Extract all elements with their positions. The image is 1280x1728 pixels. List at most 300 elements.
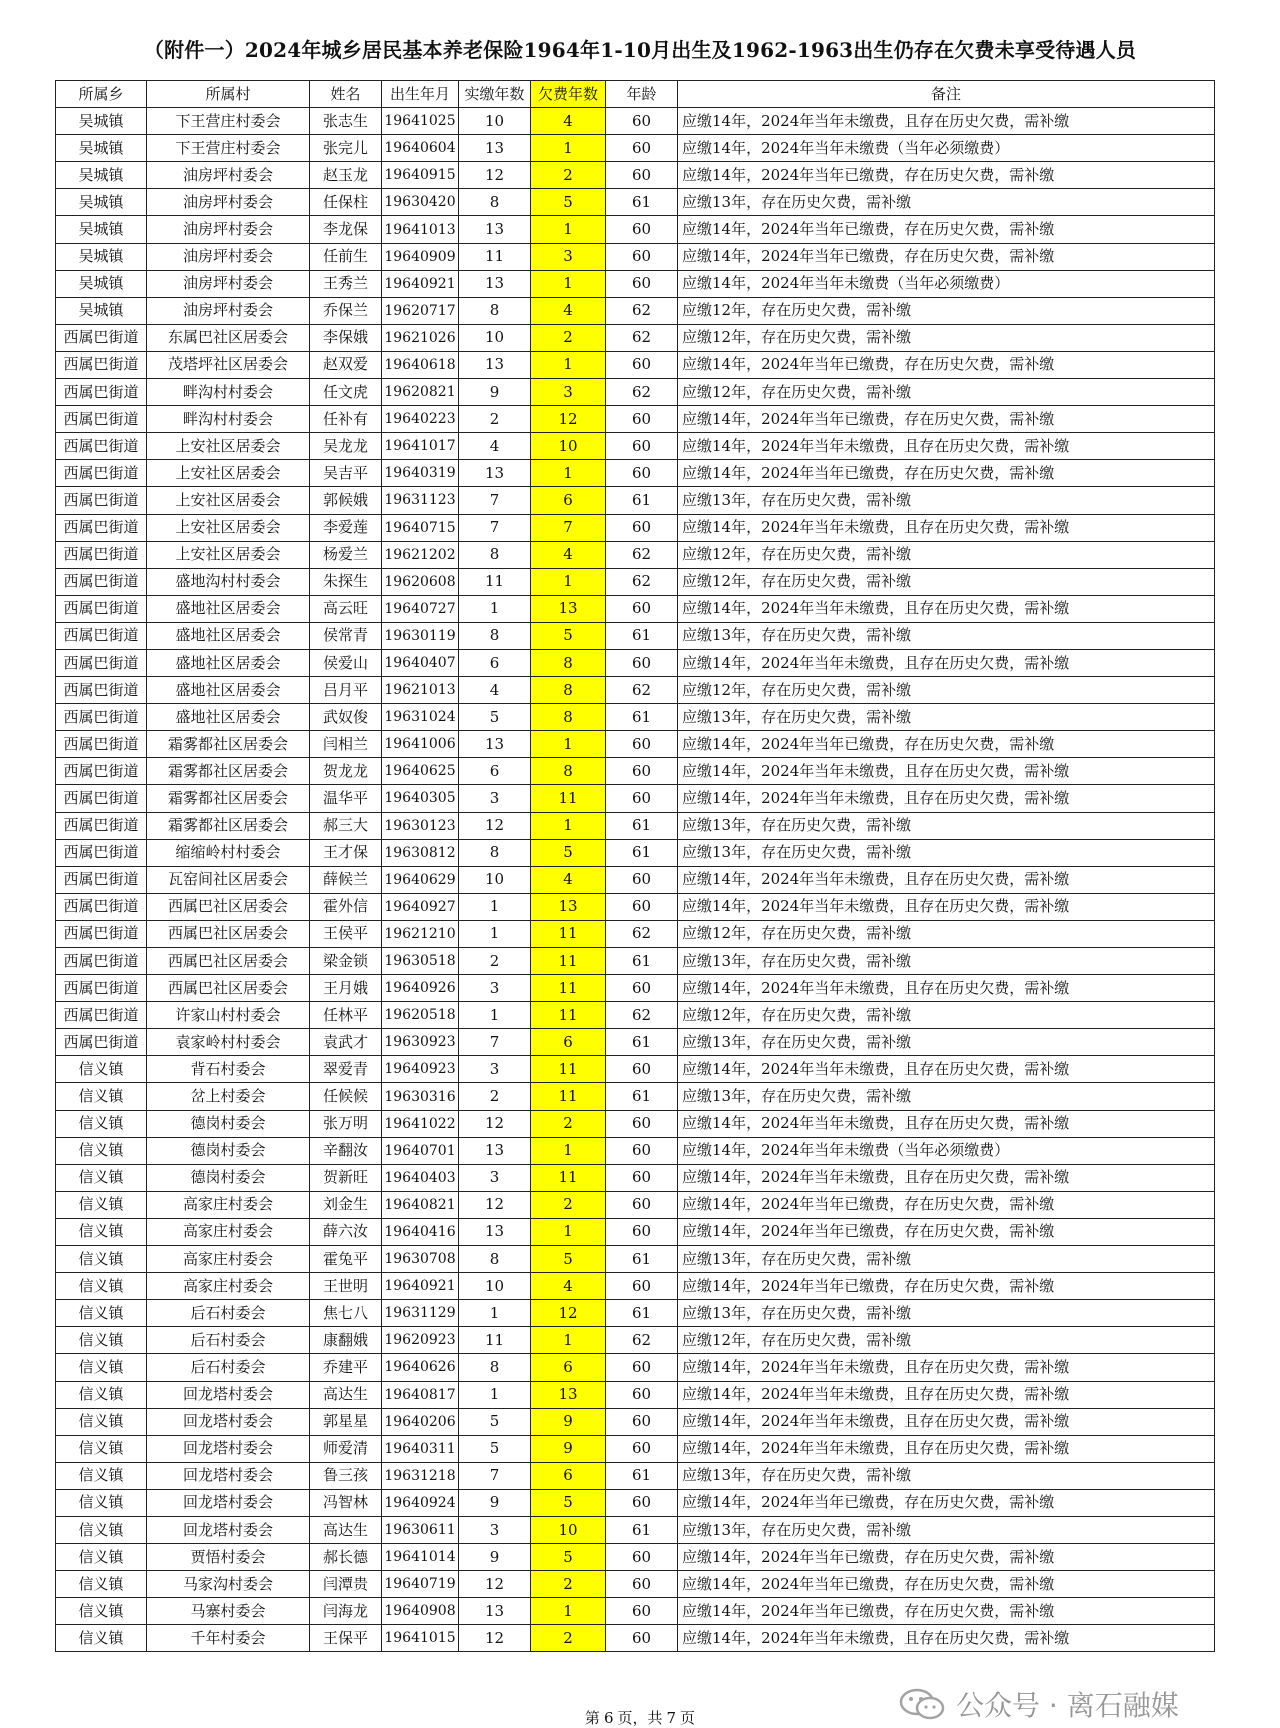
- cell-village: 盛地沟村村委会: [147, 568, 310, 595]
- cell-birth-date: 19630518: [382, 948, 459, 975]
- cell-paid-years: 1: [459, 1300, 531, 1327]
- cell-remarks: 应缴14年，2024年当年已缴费，存在历史欠费，需补缴: [678, 1489, 1215, 1516]
- cell-name: 侯常青: [310, 622, 382, 649]
- cell-age: 62: [606, 1002, 678, 1029]
- cell-village: 德岗村委会: [147, 1137, 310, 1164]
- cell-remarks: 应缴14年，2024年当年未缴费，且存在历史欠费，需补缴: [678, 649, 1215, 676]
- header-name: 姓名: [310, 81, 382, 108]
- cell-owed-years: 12: [531, 406, 606, 433]
- cell-village: 高家庄村委会: [147, 1191, 310, 1218]
- cell-village: 后石村委会: [147, 1327, 310, 1354]
- cell-age: 60: [606, 162, 678, 189]
- cell-birth-date: 19630611: [382, 1516, 459, 1543]
- cell-name: 任林平: [310, 1002, 382, 1029]
- cell-paid-years: 6: [459, 758, 531, 785]
- cell-township: 西属巴街道: [56, 948, 147, 975]
- table-row: [56, 297, 1215, 324]
- cell-village: 下王营庄村委会: [147, 108, 310, 135]
- cell-township: 信义镇: [56, 1191, 147, 1218]
- cell-paid-years: 12: [459, 1110, 531, 1137]
- cell-paid-years: 13: [459, 1598, 531, 1625]
- cell-township: 吴城镇: [56, 270, 147, 297]
- cell-owed-years: 6: [531, 1354, 606, 1381]
- cell-remarks: 应缴13年，存在历史欠费，需补缴: [678, 1083, 1215, 1110]
- cell-birth-date: 19640407: [382, 649, 459, 676]
- cell-age: 61: [606, 1516, 678, 1543]
- cell-name: 王侯平: [310, 920, 382, 947]
- cell-village: 高家庄村委会: [147, 1273, 310, 1300]
- cell-owed-years: 1: [531, 731, 606, 758]
- cell-remarks: 应缴12年，存在历史欠费，需补缴: [678, 677, 1215, 704]
- cell-name: 冯智林: [310, 1489, 382, 1516]
- cell-name: 王才保: [310, 839, 382, 866]
- cell-village: 瓦窑间社区居委会: [147, 866, 310, 893]
- table-row: [56, 351, 1215, 378]
- header-remarks: 备注: [678, 81, 1215, 108]
- cell-name: 赵玉龙: [310, 162, 382, 189]
- cell-township: 西属巴街道: [56, 433, 147, 460]
- cell-name: 张志生: [310, 108, 382, 135]
- cell-remarks: 应缴14年，2024年当年未缴费，且存在历史欠费，需补缴: [678, 758, 1215, 785]
- cell-remarks: 应缴14年，2024年当年已缴费，存在历史欠费，需补缴: [678, 351, 1215, 378]
- table-body: [56, 108, 1215, 1652]
- cell-paid-years: 8: [459, 839, 531, 866]
- cell-township: 西属巴街道: [56, 568, 147, 595]
- cell-village: 盛地社区居委会: [147, 677, 310, 704]
- cell-age: 61: [606, 704, 678, 731]
- cell-paid-years: 7: [459, 1029, 531, 1056]
- cell-age: 61: [606, 1083, 678, 1110]
- cell-name: 李保娥: [310, 324, 382, 351]
- cell-owed-years: 5: [531, 189, 606, 216]
- table-row: [56, 514, 1215, 541]
- cell-owed-years: 13: [531, 595, 606, 622]
- cell-remarks: 应缴13年，存在历史欠费，需补缴: [678, 1029, 1215, 1056]
- cell-paid-years: 5: [459, 1408, 531, 1435]
- cell-paid-years: 10: [459, 1273, 531, 1300]
- table-row: [56, 189, 1215, 216]
- cell-age: 60: [606, 649, 678, 676]
- cell-remarks: 应缴14年，2024年当年已缴费，存在历史欠费，需补缴: [678, 1598, 1215, 1625]
- cell-remarks: 应缴13年，存在历史欠费，需补缴: [678, 487, 1215, 514]
- cell-township: 西属巴街道: [56, 812, 147, 839]
- cell-age: 60: [606, 514, 678, 541]
- cell-township: 信义镇: [56, 1435, 147, 1462]
- cell-paid-years: 13: [459, 216, 531, 243]
- cell-owed-years: 6: [531, 1029, 606, 1056]
- cell-age: 60: [606, 1625, 678, 1652]
- cell-township: 西属巴街道: [56, 460, 147, 487]
- header-age: 年龄: [606, 81, 678, 108]
- cell-township: 信义镇: [56, 1273, 147, 1300]
- cell-village: 上安社区居委会: [147, 541, 310, 568]
- cell-name: 王世明: [310, 1273, 382, 1300]
- cell-paid-years: 9: [459, 379, 531, 406]
- cell-age: 60: [606, 243, 678, 270]
- cell-name: 王保平: [310, 1625, 382, 1652]
- cell-township: 信义镇: [56, 1056, 147, 1083]
- cell-age: 60: [606, 351, 678, 378]
- cell-village: 缩缩岭村村委会: [147, 839, 310, 866]
- cell-township: 西属巴街道: [56, 893, 147, 920]
- cell-township: 西属巴街道: [56, 758, 147, 785]
- table-row: [56, 270, 1215, 297]
- cell-village: 岔上村委会: [147, 1083, 310, 1110]
- cell-age: 60: [606, 595, 678, 622]
- cell-birth-date: 19620923: [382, 1327, 459, 1354]
- cell-owed-years: 11: [531, 975, 606, 1002]
- cell-name: 贺新旺: [310, 1164, 382, 1191]
- cell-age: 60: [606, 1218, 678, 1245]
- header-village: 所属村: [147, 81, 310, 108]
- cell-birth-date: 19640908: [382, 1598, 459, 1625]
- cell-owed-years: 1: [531, 568, 606, 595]
- cell-name: 焦七八: [310, 1300, 382, 1327]
- cell-paid-years: 13: [459, 351, 531, 378]
- cell-owed-years: 13: [531, 893, 606, 920]
- cell-remarks: 应缴14年，2024年当年未缴费，且存在历史欠费，需补缴: [678, 1164, 1215, 1191]
- cell-name: 乔建平: [310, 1354, 382, 1381]
- cell-remarks: 应缴13年，存在历史欠费，需补缴: [678, 839, 1215, 866]
- cell-remarks: 应缴14年，2024年当年未缴费，且存在历史欠费，需补缴: [678, 108, 1215, 135]
- table-row: [56, 487, 1215, 514]
- cell-birth-date: 19630119: [382, 622, 459, 649]
- cell-village: 油房坪村委会: [147, 270, 310, 297]
- cell-township: 西属巴街道: [56, 839, 147, 866]
- cell-owed-years: 1: [531, 812, 606, 839]
- cell-remarks: 应缴13年，存在历史欠费，需补缴: [678, 704, 1215, 731]
- cell-owed-years: 6: [531, 487, 606, 514]
- cell-township: 西属巴街道: [56, 649, 147, 676]
- cell-paid-years: 2: [459, 1083, 531, 1110]
- cell-village: 西属巴社区居委会: [147, 893, 310, 920]
- cell-name: 闫潭贵: [310, 1571, 382, 1598]
- cell-village: 畔沟村村委会: [147, 379, 310, 406]
- cell-birth-date: 19640915: [382, 162, 459, 189]
- cell-village: 高家庄村委会: [147, 1246, 310, 1273]
- cell-age: 61: [606, 1300, 678, 1327]
- cell-remarks: 应缴14年，2024年当年未缴费，且存在历史欠费，需补缴: [678, 866, 1215, 893]
- cell-birth-date: 19631218: [382, 1462, 459, 1489]
- cell-owed-years: 4: [531, 1273, 606, 1300]
- cell-birth-date: 19640625: [382, 758, 459, 785]
- arrears-table: [55, 80, 1215, 1652]
- cell-owed-years: 2: [531, 324, 606, 351]
- cell-birth-date: 19630316: [382, 1083, 459, 1110]
- cell-birth-date: 19630708: [382, 1246, 459, 1273]
- cell-owed-years: 6: [531, 1462, 606, 1489]
- cell-owed-years: 5: [531, 622, 606, 649]
- cell-village: 下王营庄村委会: [147, 135, 310, 162]
- cell-birth-date: 19640921: [382, 270, 459, 297]
- cell-birth-date: 19640715: [382, 514, 459, 541]
- cell-name: 闫相兰: [310, 731, 382, 758]
- cell-owed-years: 1: [531, 135, 606, 162]
- cell-birth-date: 19631024: [382, 704, 459, 731]
- cell-age: 60: [606, 460, 678, 487]
- cell-owed-years: 1: [531, 270, 606, 297]
- cell-name: 李龙保: [310, 216, 382, 243]
- cell-village: 油房坪村委会: [147, 243, 310, 270]
- cell-paid-years: 7: [459, 514, 531, 541]
- cell-age: 60: [606, 758, 678, 785]
- cell-age: 60: [606, 135, 678, 162]
- cell-township: 西属巴街道: [56, 406, 147, 433]
- cell-village: 霜雾都社区居委会: [147, 758, 310, 785]
- cell-birth-date: 19640701: [382, 1137, 459, 1164]
- cell-remarks: 应缴14年，2024年当年未缴费（当年必须缴费）: [678, 270, 1215, 297]
- table-row: [56, 1489, 1215, 1516]
- cell-birth-date: 19640719: [382, 1571, 459, 1598]
- cell-village: 许家山村村委会: [147, 1002, 310, 1029]
- header-paid-years: 实缴年数: [459, 81, 531, 108]
- table-row: [56, 839, 1215, 866]
- cell-township: 信义镇: [56, 1327, 147, 1354]
- cell-birth-date: 19641017: [382, 433, 459, 460]
- cell-birth-date: 19640311: [382, 1435, 459, 1462]
- cell-owed-years: 1: [531, 1137, 606, 1164]
- document-title: （附件一）2024年城乡居民基本养老保险1964年1-10月出生及1962-1963出生仍存在欠费未享受待遇人员: [143, 38, 1137, 62]
- cell-birth-date: 19640921: [382, 1273, 459, 1300]
- cell-paid-years: 1: [459, 893, 531, 920]
- cell-age: 61: [606, 1029, 678, 1056]
- cell-remarks: 应缴13年，存在历史欠费，需补缴: [678, 1300, 1215, 1327]
- table-row: [56, 1083, 1215, 1110]
- cell-village: 霜雾都社区居委会: [147, 812, 310, 839]
- cell-age: 60: [606, 1164, 678, 1191]
- cell-township: 信义镇: [56, 1408, 147, 1435]
- table-row: [56, 1408, 1215, 1435]
- cell-township: 西属巴街道: [56, 379, 147, 406]
- cell-remarks: 应缴14年，2024年当年已缴费，存在历史欠费，需补缴: [678, 162, 1215, 189]
- cell-paid-years: 4: [459, 433, 531, 460]
- cell-remarks: 应缴12年，存在历史欠费，需补缴: [678, 541, 1215, 568]
- cell-birth-date: 19621013: [382, 677, 459, 704]
- cell-paid-years: 3: [459, 1516, 531, 1543]
- cell-village: 油房坪村委会: [147, 162, 310, 189]
- cell-owed-years: 11: [531, 1002, 606, 1029]
- cell-paid-years: 4: [459, 677, 531, 704]
- cell-township: 西属巴街道: [56, 1002, 147, 1029]
- cell-owed-years: 9: [531, 1435, 606, 1462]
- cell-age: 62: [606, 297, 678, 324]
- cell-village: 上安社区居委会: [147, 433, 310, 460]
- cell-name: 张万明: [310, 1110, 382, 1137]
- cell-village: 马家沟村委会: [147, 1571, 310, 1598]
- cell-age: 60: [606, 1571, 678, 1598]
- cell-owed-years: 11: [531, 1083, 606, 1110]
- table-row: [56, 1354, 1215, 1381]
- cell-remarks: 应缴14年，2024年当年未缴费，且存在历史欠费，需补缴: [678, 514, 1215, 541]
- cell-remarks: 应缴14年，2024年当年未缴费，且存在历史欠费，需补缴: [678, 1408, 1215, 1435]
- cell-owed-years: 8: [531, 677, 606, 704]
- cell-name: 郝三大: [310, 812, 382, 839]
- table-row: [56, 406, 1215, 433]
- table-row: [56, 893, 1215, 920]
- cell-birth-date: 19621210: [382, 920, 459, 947]
- table-row: [56, 1544, 1215, 1571]
- cell-birth-date: 19620821: [382, 379, 459, 406]
- cell-name: 侯爱山: [310, 649, 382, 676]
- cell-owed-years: 13: [531, 1381, 606, 1408]
- cell-village: 盛地社区居委会: [147, 649, 310, 676]
- cell-age: 60: [606, 1381, 678, 1408]
- cell-paid-years: 8: [459, 297, 531, 324]
- table-row: [56, 948, 1215, 975]
- cell-township: 吴城镇: [56, 297, 147, 324]
- cell-village: 霜雾都社区居委会: [147, 731, 310, 758]
- cell-remarks: 应缴13年，存在历史欠费，需补缴: [678, 1246, 1215, 1273]
- cell-age: 60: [606, 1191, 678, 1218]
- footer-page-prefix: 第: [584, 1709, 600, 1727]
- cell-village: 西属巴社区居委会: [147, 948, 310, 975]
- table-row: [56, 677, 1215, 704]
- cell-owed-years: 1: [531, 1598, 606, 1625]
- cell-name: 梁金锁: [310, 948, 382, 975]
- cell-birth-date: 19641022: [382, 1110, 459, 1137]
- cell-age: 60: [606, 1435, 678, 1462]
- cell-paid-years: 8: [459, 1354, 531, 1381]
- cell-remarks: 应缴12年，存在历史欠费，需补缴: [678, 379, 1215, 406]
- cell-birth-date: 19621026: [382, 324, 459, 351]
- cell-township: 信义镇: [56, 1489, 147, 1516]
- cell-township: 吴城镇: [56, 108, 147, 135]
- cell-village: 东属巴社区居委会: [147, 324, 310, 351]
- cell-remarks: 应缴13年，存在历史欠费，需补缴: [678, 189, 1215, 216]
- cell-township: 信义镇: [56, 1571, 147, 1598]
- table-row: [56, 975, 1215, 1002]
- cell-age: 60: [606, 785, 678, 812]
- cell-remarks: 应缴14年，2024年当年未缴费，且存在历史欠费，需补缴: [678, 1381, 1215, 1408]
- table-row: [56, 433, 1215, 460]
- cell-owed-years: 11: [531, 785, 606, 812]
- cell-village: 油房坪村委会: [147, 189, 310, 216]
- cell-remarks: 应缴14年，2024年当年已缴费，存在历史欠费，需补缴: [678, 1273, 1215, 1300]
- cell-owed-years: 10: [531, 433, 606, 460]
- cell-paid-years: 1: [459, 595, 531, 622]
- cell-village: 德岗村委会: [147, 1110, 310, 1137]
- cell-remarks: 应缴14年，2024年当年未缴费，且存在历史欠费，需补缴: [678, 1056, 1215, 1083]
- cell-age: 60: [606, 108, 678, 135]
- cell-paid-years: 3: [459, 975, 531, 1002]
- cell-owed-years: 5: [531, 1544, 606, 1571]
- cell-township: 信义镇: [56, 1137, 147, 1164]
- cell-paid-years: 10: [459, 866, 531, 893]
- table-row: [56, 866, 1215, 893]
- table-row: [56, 1246, 1215, 1273]
- cell-township: 吴城镇: [56, 189, 147, 216]
- cell-name: 薛候兰: [310, 866, 382, 893]
- cell-birth-date: 19640305: [382, 785, 459, 812]
- cell-paid-years: 8: [459, 1246, 531, 1273]
- header-owed-years: 欠费年数: [531, 81, 606, 108]
- cell-township: 西属巴街道: [56, 866, 147, 893]
- cell-age: 61: [606, 839, 678, 866]
- cell-village: 后石村委会: [147, 1300, 310, 1327]
- footer-page-total: 7: [666, 1709, 677, 1727]
- cell-name: 康翻娥: [310, 1327, 382, 1354]
- cell-village: 千年村委会: [147, 1625, 310, 1652]
- cell-township: 信义镇: [56, 1164, 147, 1191]
- cell-village: 霜雾都社区居委会: [147, 785, 310, 812]
- cell-paid-years: 7: [459, 1462, 531, 1489]
- cell-paid-years: 3: [459, 785, 531, 812]
- cell-birth-date: 19641025: [382, 108, 459, 135]
- cell-owed-years: 2: [531, 1625, 606, 1652]
- cell-remarks: 应缴14年，2024年当年已缴费，存在历史欠费，需补缴: [678, 460, 1215, 487]
- cell-name: 高达生: [310, 1516, 382, 1543]
- cell-owed-years: 1: [531, 351, 606, 378]
- cell-owed-years: 8: [531, 649, 606, 676]
- cell-paid-years: 11: [459, 243, 531, 270]
- cell-age: 62: [606, 541, 678, 568]
- cell-name: 王月娥: [310, 975, 382, 1002]
- table-row: [56, 704, 1215, 731]
- cell-paid-years: 9: [459, 1489, 531, 1516]
- cell-village: 上安社区居委会: [147, 460, 310, 487]
- cell-birth-date: 19630812: [382, 839, 459, 866]
- cell-owed-years: 1: [531, 460, 606, 487]
- table-row: [56, 135, 1215, 162]
- cell-remarks: 应缴13年，存在历史欠费，需补缴: [678, 1516, 1215, 1543]
- cell-village: 马寨村委会: [147, 1598, 310, 1625]
- cell-township: 西属巴街道: [56, 487, 147, 514]
- cell-remarks: 应缴14年，2024年当年已缴费，存在历史欠费，需补缴: [678, 1191, 1215, 1218]
- cell-name: 任文虎: [310, 379, 382, 406]
- cell-township: 西属巴街道: [56, 1029, 147, 1056]
- cell-name: 吴龙龙: [310, 433, 382, 460]
- cell-birth-date: 19640926: [382, 975, 459, 1002]
- cell-birth-date: 19641014: [382, 1544, 459, 1571]
- cell-paid-years: 13: [459, 460, 531, 487]
- cell-owed-years: 11: [531, 1164, 606, 1191]
- cell-age: 62: [606, 920, 678, 947]
- cell-remarks: 应缴12年，存在历史欠费，需补缴: [678, 324, 1215, 351]
- cell-birth-date: 19640319: [382, 460, 459, 487]
- cell-township: 西属巴街道: [56, 541, 147, 568]
- cell-paid-years: 8: [459, 541, 531, 568]
- cell-township: 信义镇: [56, 1300, 147, 1327]
- cell-age: 60: [606, 1598, 678, 1625]
- cell-village: 背石村委会: [147, 1056, 310, 1083]
- cell-birth-date: 19630420: [382, 189, 459, 216]
- cell-township: 信义镇: [56, 1110, 147, 1137]
- cell-remarks: 应缴14年，2024年当年未缴费，且存在历史欠费，需补缴: [678, 595, 1215, 622]
- cell-village: 盛地社区居委会: [147, 704, 310, 731]
- cell-birth-date: 19640923: [382, 1056, 459, 1083]
- cell-township: 西属巴街道: [56, 514, 147, 541]
- cell-name: 赵双爱: [310, 351, 382, 378]
- cell-village: 回龙塔村委会: [147, 1516, 310, 1543]
- cell-name: 袁武才: [310, 1029, 382, 1056]
- table-row: [56, 1273, 1215, 1300]
- cell-birth-date: 19640403: [382, 1164, 459, 1191]
- cell-paid-years: 5: [459, 1435, 531, 1462]
- footer-page-number: 6: [603, 1709, 614, 1727]
- cell-owed-years: 5: [531, 1246, 606, 1273]
- cell-owed-years: 7: [531, 514, 606, 541]
- cell-remarks: 应缴14年，2024年当年已缴费，存在历史欠费，需补缴: [678, 1571, 1215, 1598]
- cell-remarks: 应缴12年，存在历史欠费，需补缴: [678, 1327, 1215, 1354]
- cell-remarks: 应缴14年，2024年当年已缴费，存在历史欠费，需补缴: [678, 1218, 1215, 1245]
- cell-village: 贾悟村委会: [147, 1544, 310, 1571]
- cell-village: 油房坪村委会: [147, 297, 310, 324]
- watermark: [898, 1684, 1179, 1724]
- cell-paid-years: 10: [459, 324, 531, 351]
- cell-age: 60: [606, 1544, 678, 1571]
- cell-remarks: 应缴14年，2024年当年未缴费，且存在历史欠费，需补缴: [678, 893, 1215, 920]
- table-row: [56, 216, 1215, 243]
